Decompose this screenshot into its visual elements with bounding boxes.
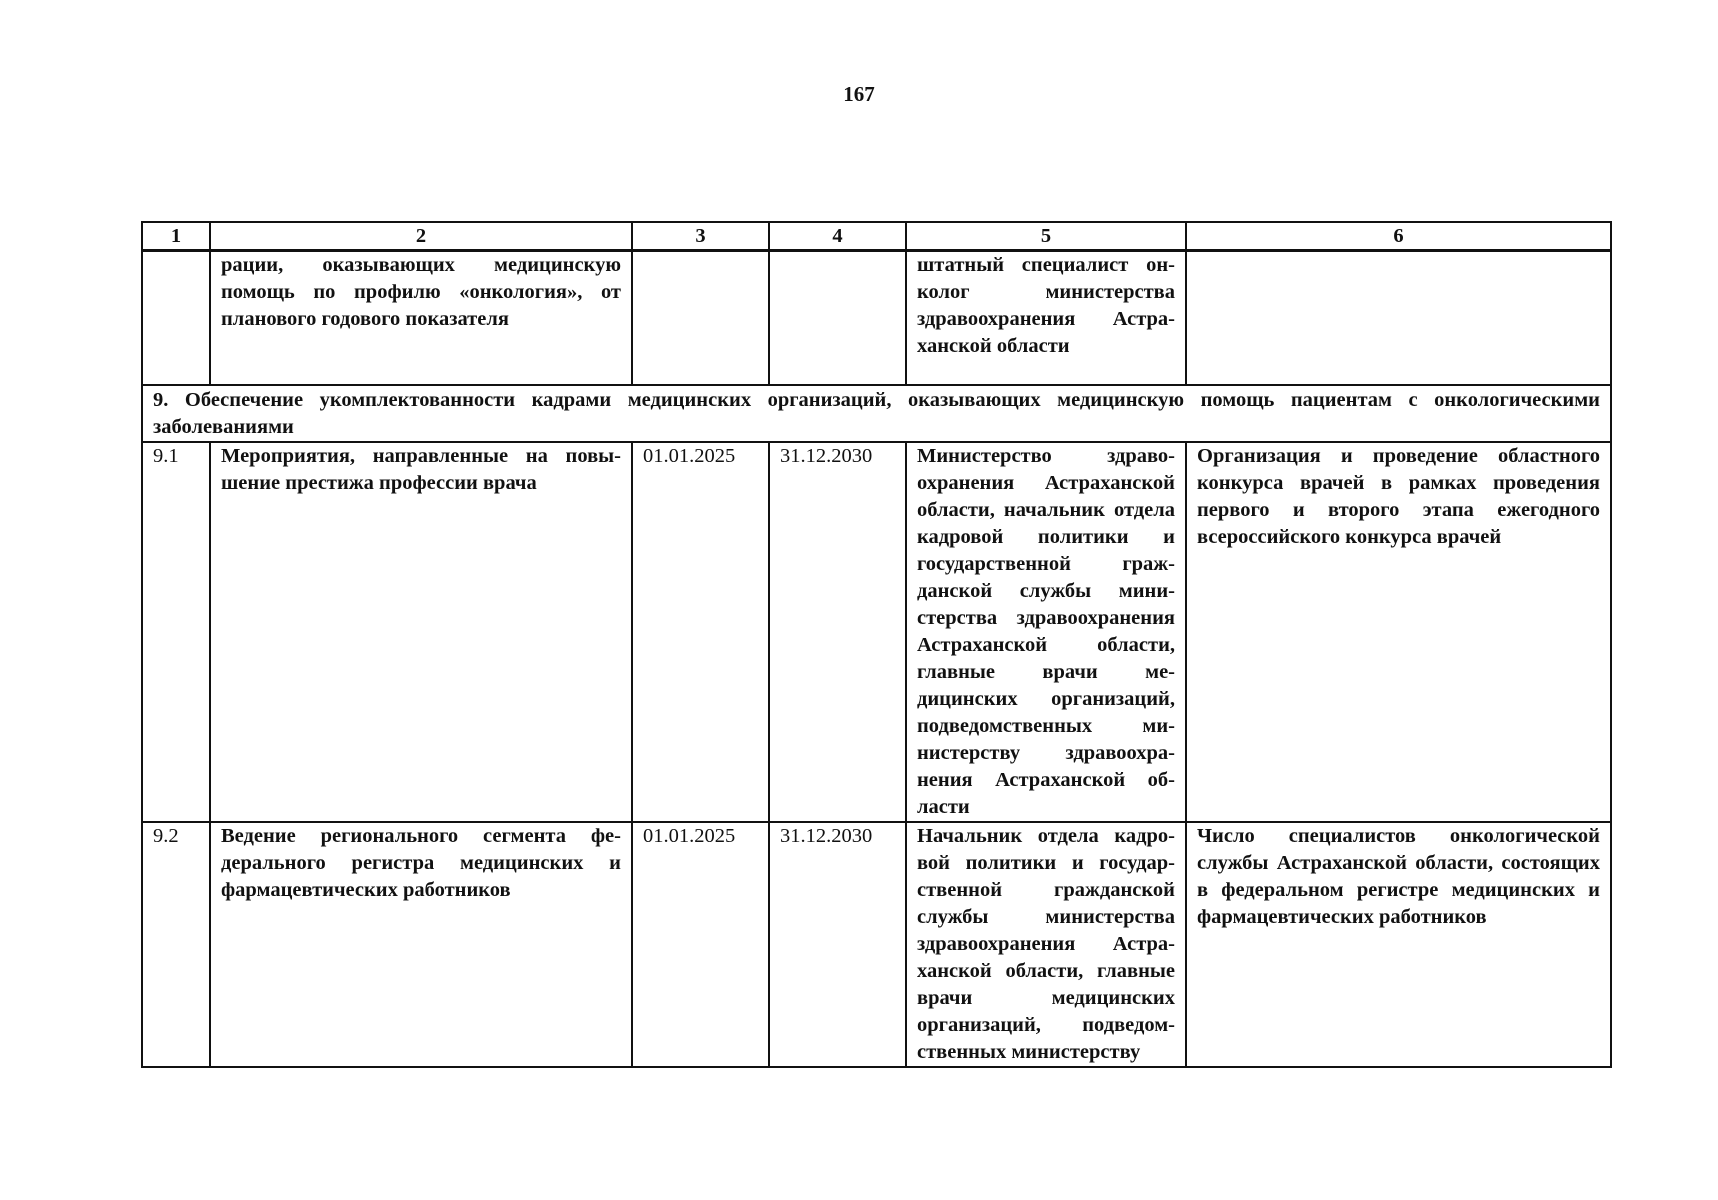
row-number-cell: 9.1 [142, 442, 210, 822]
table-row [142, 442, 1611, 822]
header-cell-5: 5 [906, 222, 1186, 251]
responsible-cell: штатный специалист онколог министерства здравоохранения Астраханской области [906, 251, 1186, 385]
end-date-cell: 31.12.2030 [769, 822, 906, 1067]
header-cell-2: 2 [210, 222, 632, 251]
responsible-cell: Начальник отдела кадровой политики и государственной гражданской службы министерства здравоохранения Астраханской области, главные врачи медицинских организаций, подведомственных министерству [906, 822, 1186, 1067]
page-number: 167 [843, 82, 875, 106]
activity-cell: Ведение регионального сегмента федерального регистра медицинских и фармацевтических работников [210, 822, 632, 1067]
row-number-cell [142, 251, 210, 385]
result-cell: Организация и проведение областного конкурса врачей в рамках проведения первого и второго этапа ежегодного всероссийского конкурса врачей [1186, 442, 1611, 822]
start-date-cell [632, 251, 769, 385]
table-row [142, 822, 1611, 1067]
header-cell-6: 6 [1186, 222, 1611, 251]
header-cell-1: 1 [142, 222, 210, 251]
activities-table [141, 221, 1612, 1068]
header-cell-4: 4 [769, 222, 906, 251]
responsible-cell: Министерство здравоохранения Астраханской области, начальник отдела кадровой политики и государственной гражданской службы министерства здравоохранения Астраханской области, главные врачи медицинских организаций, подведомственных министерству здравоохранения Астраханской области [906, 442, 1186, 822]
result-cell [1186, 251, 1611, 385]
row-number-cell: 9.2 [142, 822, 210, 1067]
section-heading-row [142, 385, 1611, 442]
end-date-cell: 31.12.2030 [769, 442, 906, 822]
section-9-title: 9. Обеспечение укомплектованности кадрами медицинских организаций, оказывающих медицинскую помощь пациентам с онкологическими заболеваниями [142, 385, 1611, 442]
activity-cell: Мероприятия, направленные на повышение престижа профессии врача [210, 442, 632, 822]
header-cell-3: 3 [632, 222, 769, 251]
end-date-cell [769, 251, 906, 385]
result-cell: Число специалистов онкологической службы Астраханской области, состоящих в федеральном регистре медицинских и фармацевтических работников [1186, 822, 1611, 1067]
start-date-cell: 01.01.2025 [632, 822, 769, 1067]
start-date-cell: 01.01.2025 [632, 442, 769, 822]
table-header-row [142, 222, 1611, 251]
activity-cell: рации, оказывающих медицинскую помощь по профилю «онкология», от планового годового показателя [210, 251, 632, 385]
table-row-continuation [142, 251, 1611, 385]
